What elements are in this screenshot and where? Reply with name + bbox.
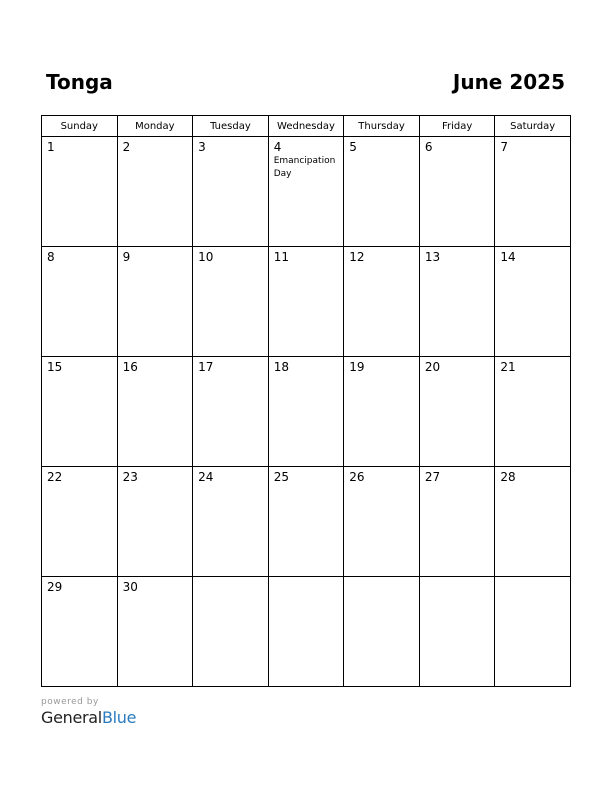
- week-row: [42, 467, 571, 577]
- week-row: [42, 357, 571, 467]
- day-cell-empty: [344, 577, 420, 687]
- powered-by-label: powered by: [41, 697, 99, 707]
- day-number: 26: [349, 470, 365, 484]
- day-cell: [495, 357, 571, 467]
- day-cell: [495, 467, 571, 577]
- day-number: 28: [500, 470, 516, 484]
- brand-logo[interactable]: [41, 708, 136, 727]
- day-cell: [117, 137, 193, 247]
- day-number: 17: [198, 360, 214, 374]
- day-cell: [42, 247, 118, 357]
- day-number: 20: [424, 360, 441, 374]
- day-number: 24: [198, 470, 214, 484]
- day-cell: [344, 137, 420, 247]
- day-number: 25: [273, 470, 289, 484]
- day-number: [269, 577, 344, 580]
- day-cell: [268, 247, 344, 357]
- weekday-header-row: [42, 116, 571, 137]
- month-year-title: June 2025: [452, 70, 565, 94]
- weekday-saturday: Saturday: [495, 116, 571, 137]
- day-cell: [193, 467, 269, 577]
- day-cell: [495, 247, 571, 357]
- day-number: 9: [122, 250, 131, 264]
- weekday-sunday: Sunday: [42, 116, 118, 137]
- day-cell: [268, 357, 344, 467]
- day-number: 7: [500, 140, 509, 154]
- day-cell-empty: [495, 577, 571, 687]
- day-number: 3: [198, 140, 206, 154]
- day-number: 8: [47, 250, 55, 264]
- day-number: 23: [122, 470, 138, 484]
- calendar-grid: [41, 115, 571, 687]
- day-cell: [419, 467, 495, 577]
- day-cell: [117, 357, 193, 467]
- day-number: 6: [424, 140, 433, 154]
- day-cell: [344, 247, 420, 357]
- week-row: [42, 577, 571, 687]
- day-cell: [42, 137, 118, 247]
- day-cell: [117, 247, 193, 357]
- day-number: [193, 577, 268, 580]
- week-row: [42, 247, 571, 357]
- country-title: Tonga: [46, 70, 113, 94]
- day-number: 4: [273, 140, 282, 154]
- day-number: 10: [198, 250, 214, 264]
- day-number: 14: [500, 250, 516, 264]
- weekday-monday: Monday: [117, 116, 193, 137]
- day-number: 11: [273, 250, 289, 264]
- calendar-header: [41, 70, 571, 100]
- day-cell: [495, 137, 571, 247]
- holiday-label: Emancipation Day: [273, 156, 336, 179]
- day-number: 2: [122, 140, 131, 154]
- day-cell: [42, 357, 118, 467]
- day-cell: [117, 467, 193, 577]
- brand-blue: Blue: [101, 708, 137, 727]
- day-cell: [419, 247, 495, 357]
- day-number: 22: [47, 470, 63, 484]
- day-cell-empty: [193, 577, 269, 687]
- day-number: 30: [122, 580, 138, 594]
- day-number: 5: [349, 140, 357, 154]
- day-number: 12: [349, 250, 365, 264]
- day-number: 27: [424, 470, 441, 484]
- day-cell: [419, 357, 495, 467]
- weekday-wednesday: Wednesday: [268, 116, 344, 137]
- day-cell-empty: [419, 577, 495, 687]
- day-cell: [117, 577, 193, 687]
- day-number: 1: [47, 140, 55, 154]
- day-cell: [193, 137, 269, 247]
- day-number: [495, 577, 570, 580]
- day-number: [420, 577, 495, 580]
- day-number: [344, 577, 419, 580]
- day-number: 15: [47, 360, 63, 374]
- week-row: [42, 137, 571, 247]
- day-number: 29: [47, 580, 63, 594]
- day-number: 18: [273, 360, 289, 374]
- day-number: 19: [349, 360, 365, 374]
- day-cell: [344, 467, 420, 577]
- day-cell: [42, 467, 118, 577]
- day-cell-empty: [268, 577, 344, 687]
- day-number: 16: [122, 360, 138, 374]
- day-cell: [268, 137, 344, 247]
- day-cell: [344, 357, 420, 467]
- day-cell: [193, 357, 269, 467]
- day-number: 21: [500, 360, 516, 374]
- weekday-tuesday: Tuesday: [193, 116, 269, 137]
- day-cell: [419, 137, 495, 247]
- day-cell: [42, 577, 118, 687]
- day-cell: [193, 247, 269, 357]
- brand-general: General: [41, 708, 102, 727]
- day-cell: [268, 467, 344, 577]
- day-number: 13: [424, 250, 441, 264]
- weekday-friday: Friday: [419, 116, 495, 137]
- weekday-thursday: Thursday: [344, 116, 420, 137]
- footer-branding: [41, 697, 136, 727]
